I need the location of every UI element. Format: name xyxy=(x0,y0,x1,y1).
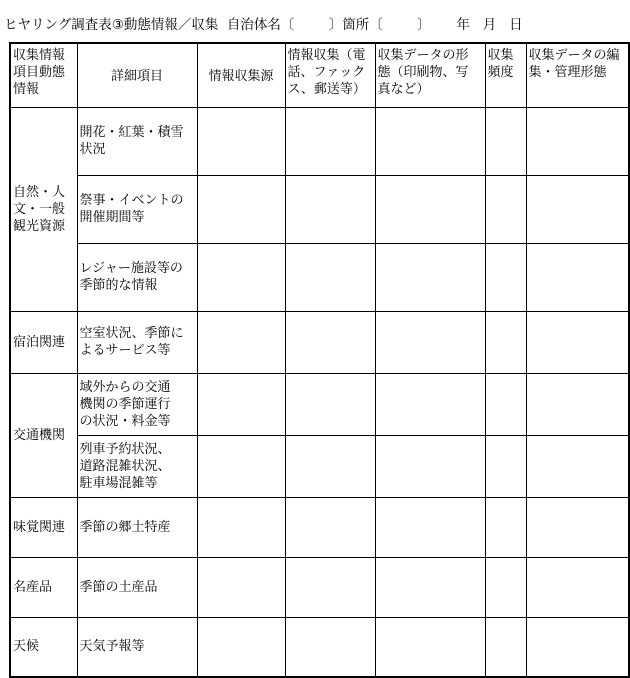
entry-cell[interactable] xyxy=(285,617,375,677)
entry-cell[interactable] xyxy=(197,557,285,617)
entry-cell[interactable] xyxy=(526,175,629,243)
entry-cell[interactable] xyxy=(197,497,285,557)
table-row xyxy=(10,497,629,557)
entry-cell[interactable] xyxy=(285,435,375,497)
header-detail: 詳細項目 xyxy=(77,43,197,107)
entry-cell[interactable] xyxy=(197,175,285,243)
table-row xyxy=(10,107,629,175)
entry-cell[interactable] xyxy=(375,617,485,677)
entry-cell[interactable] xyxy=(485,311,526,373)
detail-blossom: 開花・紅葉・積雪 状況 xyxy=(77,107,197,175)
entry-cell[interactable] xyxy=(285,311,375,373)
entry-cell[interactable] xyxy=(197,311,285,373)
entry-cell[interactable] xyxy=(526,373,629,435)
entry-cell[interactable] xyxy=(197,373,285,435)
page-title: ヒヤリング調査表③動態情報／収集 自治体名〔 〕箇所〔 〕 年 月 日 xyxy=(4,17,523,33)
category-transport: 交通機関 xyxy=(10,373,77,497)
entry-cell[interactable] xyxy=(526,311,629,373)
detail-forecast: 天気予報等 xyxy=(77,617,197,677)
entry-cell[interactable] xyxy=(375,107,485,175)
table-row xyxy=(10,373,629,435)
entry-cell[interactable] xyxy=(526,435,629,497)
entry-cell[interactable] xyxy=(526,243,629,311)
entry-cell[interactable] xyxy=(485,557,526,617)
category-taste: 味覚関連 xyxy=(10,497,77,557)
detail-local-food: 季節の郷土特産 xyxy=(77,497,197,557)
entry-cell[interactable] xyxy=(526,557,629,617)
header-source: 情報収集源 xyxy=(197,43,285,107)
category-nature: 自然・人 文・一般 観光資源 xyxy=(10,107,77,311)
entry-cell[interactable] xyxy=(375,557,485,617)
detail-vacancy: 空室状況、季節に よるサービス等 xyxy=(77,311,197,373)
entry-cell[interactable] xyxy=(375,243,485,311)
entry-cell[interactable] xyxy=(375,175,485,243)
detail-festival: 祭事・イベントの 開催期間等 xyxy=(77,175,197,243)
table-row xyxy=(10,617,629,677)
detail-souvenir: 季節の土産品 xyxy=(77,557,197,617)
entry-cell[interactable] xyxy=(375,311,485,373)
entry-cell[interactable] xyxy=(485,175,526,243)
entry-cell[interactable] xyxy=(485,107,526,175)
detail-traffic: 列車予約状況、 道路混雑状況、 駐車場混雑等 xyxy=(77,435,197,497)
entry-cell[interactable] xyxy=(526,497,629,557)
category-weather: 天候 xyxy=(10,617,77,677)
table-row xyxy=(10,435,629,497)
detail-leisure: レジャー施設等の 季節的な情報 xyxy=(77,243,197,311)
entry-cell[interactable] xyxy=(285,175,375,243)
header-category: 収集情報 項目動態 情報 xyxy=(10,43,77,107)
entry-cell[interactable] xyxy=(485,497,526,557)
entry-cell[interactable] xyxy=(375,435,485,497)
entry-cell[interactable] xyxy=(485,617,526,677)
entry-cell[interactable] xyxy=(526,617,629,677)
header-frequency: 収集 頻度 xyxy=(485,43,526,107)
table-row xyxy=(10,311,629,373)
entry-cell[interactable] xyxy=(375,497,485,557)
table-row xyxy=(10,557,629,617)
header-row xyxy=(10,43,629,107)
entry-cell[interactable] xyxy=(285,243,375,311)
header-management: 収集データの編 集・管理形態 xyxy=(526,43,629,107)
entry-cell[interactable] xyxy=(197,435,285,497)
entry-cell[interactable] xyxy=(526,107,629,175)
header-method: 情報収集（電 話、ファック ス、郵送等） xyxy=(285,43,375,107)
entry-cell[interactable] xyxy=(197,617,285,677)
table-row xyxy=(10,243,629,311)
entry-cell[interactable] xyxy=(285,373,375,435)
detail-access: 域外からの交通 機関の季節運行 の状況・料金等 xyxy=(77,373,197,435)
survey-table xyxy=(9,42,630,678)
entry-cell[interactable] xyxy=(485,435,526,497)
entry-cell[interactable] xyxy=(197,107,285,175)
header-format: 収集データの形 態（印刷物、写 真など） xyxy=(375,43,485,107)
table-row xyxy=(10,175,629,243)
entry-cell[interactable] xyxy=(485,373,526,435)
entry-cell[interactable] xyxy=(285,557,375,617)
entry-cell[interactable] xyxy=(485,243,526,311)
entry-cell[interactable] xyxy=(285,497,375,557)
entry-cell[interactable] xyxy=(285,107,375,175)
entry-cell[interactable] xyxy=(197,243,285,311)
category-lodging: 宿泊関連 xyxy=(10,311,77,373)
entry-cell[interactable] xyxy=(375,373,485,435)
category-products: 名産品 xyxy=(10,557,77,617)
